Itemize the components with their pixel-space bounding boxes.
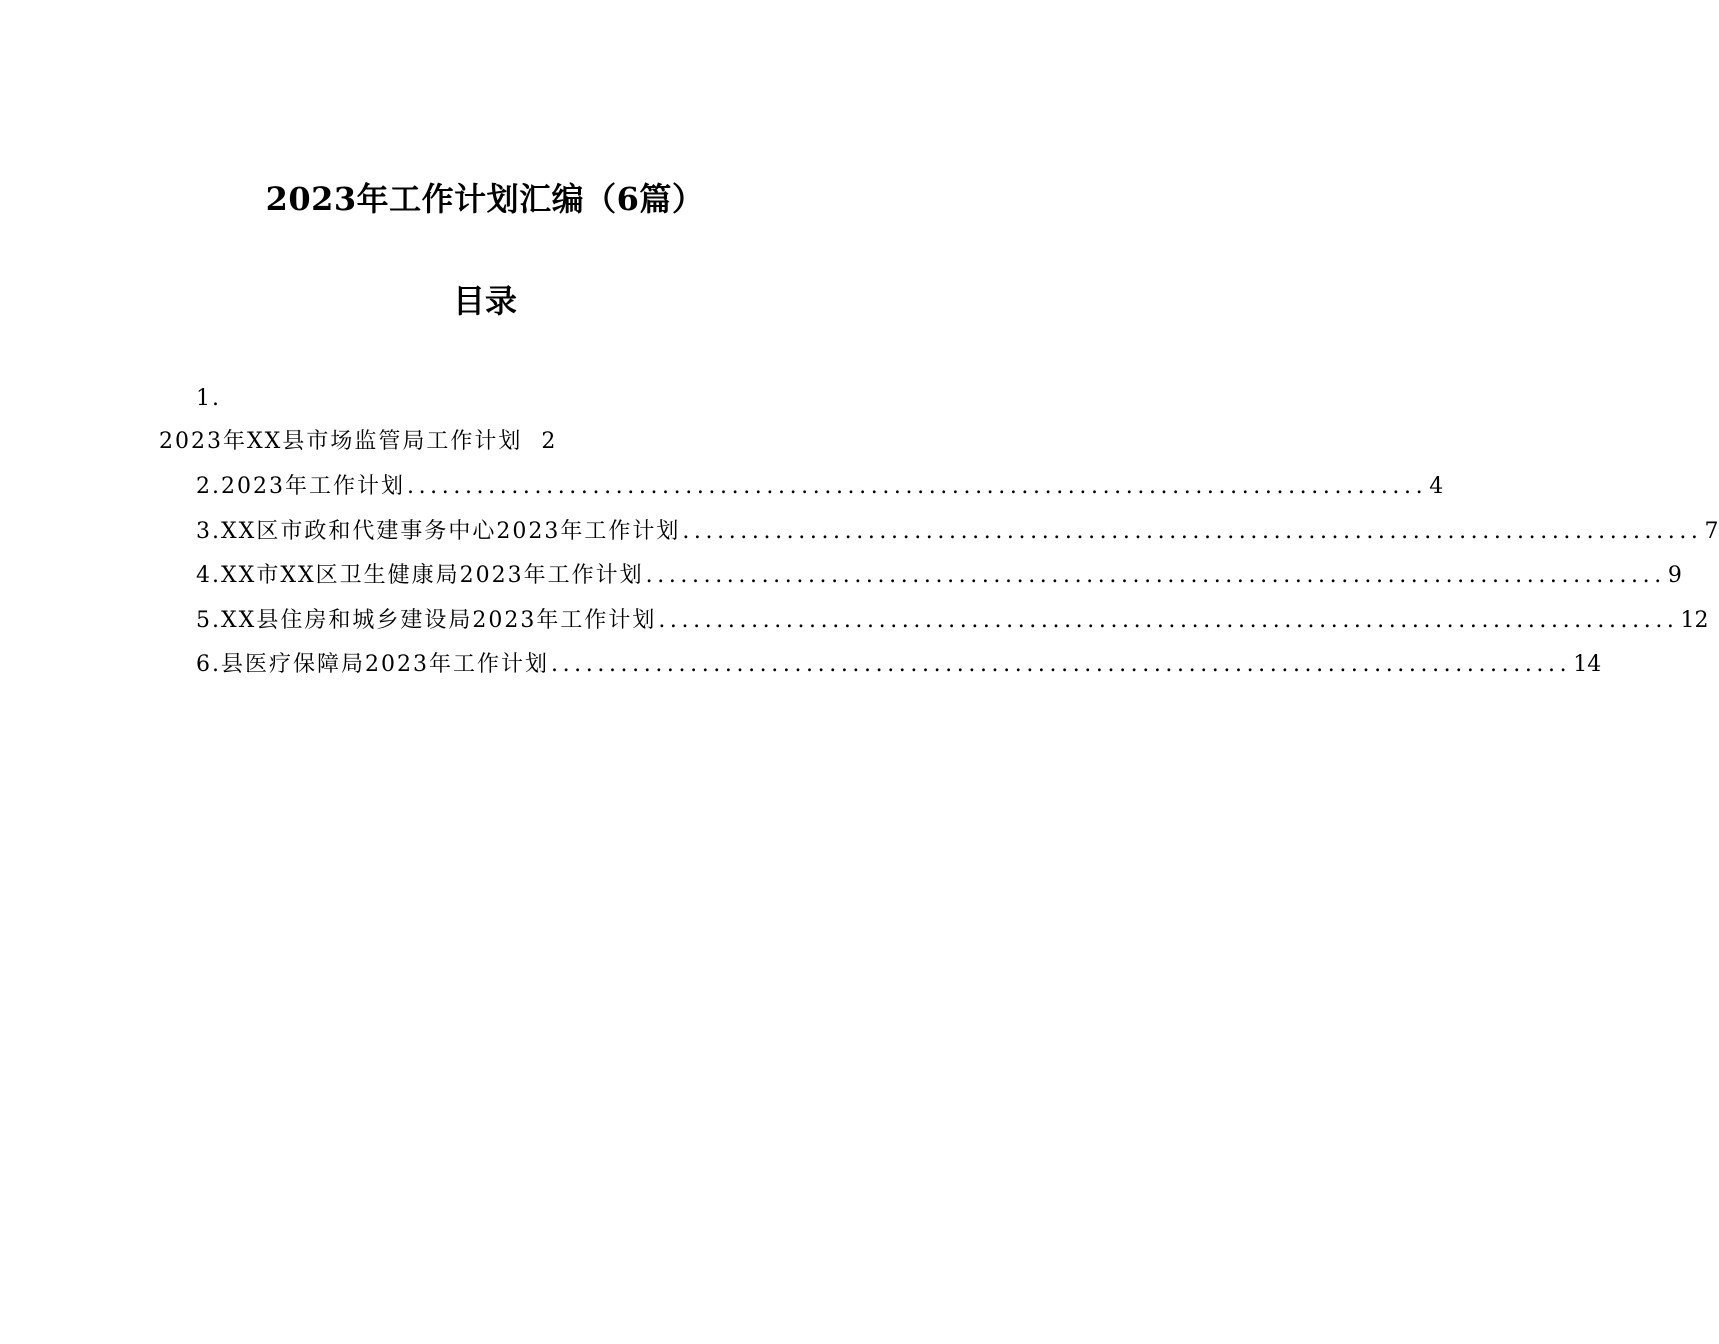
dot-leader: ........................................................................................ xyxy=(551,652,1572,677)
toc-item-1[interactable] xyxy=(159,427,557,457)
toc-item-text: XX区市政和代建事务中心2023年工作计划 xyxy=(221,519,681,544)
toc-item-number: 5. xyxy=(196,608,221,633)
toc-item-text: XX县住房和城乡建设局2023年工作计划 xyxy=(221,608,657,633)
dot-leader: ........................................................................................ xyxy=(407,474,1428,499)
toc-item-4[interactable] xyxy=(196,561,1682,591)
dot-leader: ........................................................................................ xyxy=(682,519,1703,544)
toc-item-1-number[interactable]: 1. xyxy=(196,386,221,411)
toc-item-2[interactable] xyxy=(196,472,1444,502)
toc-heading: 目录 xyxy=(452,282,517,320)
toc-item-number: 2. xyxy=(196,474,221,499)
toc-item-page: 12 xyxy=(1680,608,1709,633)
toc-item-number: 6. xyxy=(196,652,221,677)
toc-item-page: 9 xyxy=(1667,563,1682,588)
toc-item-page: 14 xyxy=(1573,652,1602,677)
toc-item-text: XX市XX区卫生健康局2023年工作计划 xyxy=(221,563,644,588)
dot-leader: ........................................................................................ xyxy=(645,563,1666,588)
dot-leader: ........................................................................................ xyxy=(658,608,1679,633)
toc-item-1-text: 2023年XX县市场监管局工作计划 xyxy=(159,429,523,454)
toc-item-6[interactable] xyxy=(196,650,1602,680)
document-title: 2023年工作计划汇编（6篇） xyxy=(265,180,705,218)
toc-item-1-page: 2 xyxy=(541,429,558,454)
toc-item-page: 4 xyxy=(1429,474,1444,499)
toc-item-number: 4. xyxy=(196,563,221,588)
toc-item-number: 3. xyxy=(196,519,221,544)
toc-item-5[interactable] xyxy=(196,606,1709,636)
toc-item-text: 县医疗保障局2023年工作计划 xyxy=(221,652,549,677)
toc-item-page: 7 xyxy=(1704,519,1719,544)
toc-item-text: 2023年工作计划 xyxy=(221,474,405,499)
toc-item-3[interactable] xyxy=(196,517,1719,547)
